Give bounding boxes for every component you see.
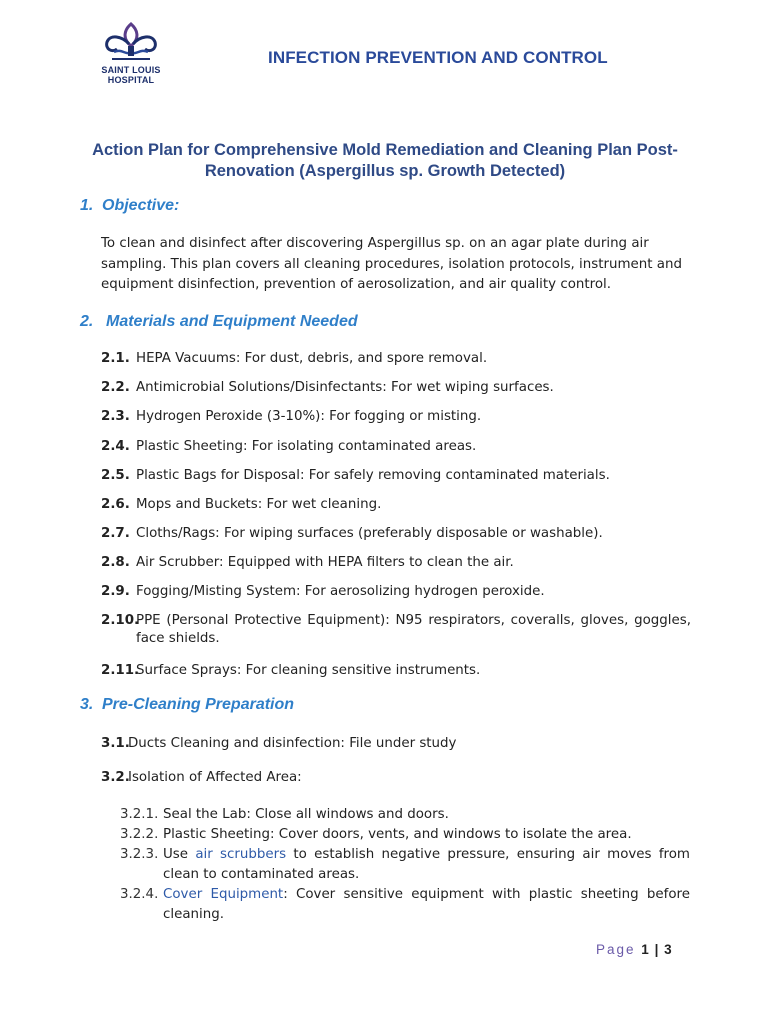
list-item — [101, 379, 691, 397]
section-heading-pre-cleaning — [80, 696, 294, 714]
document-title: Action Plan for Comprehensive Mold Remediation and Cleaning Plan Post-Renovation (Aspergillus sp. Growth Detected) — [92, 141, 678, 180]
section-heading-materials — [80, 313, 358, 331]
item-number: 2.10. — [101, 613, 140, 628]
item-number: 2.5. — [101, 468, 130, 483]
item-text — [163, 885, 690, 925]
section-title: Objective: — [102, 197, 180, 214]
list-item — [101, 735, 691, 753]
list-item — [101, 554, 691, 572]
sub-list-item — [120, 885, 690, 925]
sub-list-item — [120, 845, 690, 885]
header-title: INFECTION PREVENTION AND CONTROL — [268, 48, 608, 67]
item-text: Seal the Lab: Close all windows and doors. — [163, 807, 449, 822]
list-item — [101, 612, 691, 648]
item-number: 3.2.3. — [120, 847, 159, 862]
list-item — [101, 769, 691, 787]
item-number: 2.7. — [101, 526, 130, 541]
logo-text — [98, 66, 164, 85]
item-number: 2.2. — [101, 380, 130, 395]
section-number: 2. — [80, 313, 94, 330]
item-number: 2.3. — [101, 409, 130, 424]
item-text: Plastic Sheeting: Cover doors, vents, and windows to isolate the area. — [163, 827, 632, 842]
list-item — [101, 496, 691, 514]
item-text — [163, 845, 690, 885]
page-footer — [596, 942, 672, 957]
item-text: Plastic Bags for Disposal: For safely removing contaminated materials. — [136, 468, 610, 483]
page-label: Page — [596, 942, 636, 957]
item-number: 3.2. — [101, 770, 130, 785]
item-number: 2.4. — [101, 439, 130, 454]
page-separator: | — [654, 942, 659, 957]
section-number: 3. — [80, 696, 94, 713]
list-item — [101, 467, 691, 485]
item-text: Hydrogen Peroxide (3-10%): For fogging or misting. — [136, 409, 482, 424]
item-text: Ducts Cleaning and disinfection: File under study — [128, 736, 457, 751]
item-text-suffix: : Cover sensitive equipment with plastic sheeting before cleaning. — [163, 887, 691, 922]
page-total: 3 — [664, 942, 672, 957]
item-text: Mops and Buckets: For wet cleaning. — [136, 497, 382, 512]
sub-list-item — [120, 825, 690, 845]
list-item — [101, 525, 691, 543]
list-item — [101, 583, 691, 601]
item-text: Fogging/Misting System: For aerosolizing hydrogen peroxide. — [136, 584, 545, 599]
fleur-de-lis-icon — [102, 22, 160, 66]
sub-list-item — [120, 805, 690, 825]
section-title: Materials and Equipment Needed — [106, 313, 358, 330]
item-text: Air Scrubber: Equipped with HEPA filters to clean the air. — [136, 555, 514, 570]
list-item — [101, 662, 691, 680]
item-number: 3.1. — [101, 736, 130, 751]
item-text: Surface Sprays: For cleaning sensitive instruments. — [136, 663, 481, 678]
item-number: 2.9. — [101, 584, 130, 599]
item-number: 3.2.4. — [120, 887, 159, 902]
list-item — [101, 408, 691, 426]
air-scrubbers-link[interactable]: air scrubbers — [195, 847, 287, 862]
logo-line1: SAINT LOUIS — [101, 65, 161, 75]
section-number: 1. — [80, 197, 94, 214]
item-number: 3.2.2. — [120, 827, 159, 842]
item-text: Isolation of Affected Area: — [128, 770, 302, 785]
item-text: HEPA Vacuums: For dust, debris, and spore removal. — [136, 351, 488, 366]
objective-paragraph: To clean and disinfect after discovering Aspergillus sp. on an agar plate during air sampling. This plan covers all cleaning procedures, isolation protocols, instrument and equipment disinfection, prevention of aerosolization, and air quality control. — [101, 236, 682, 292]
item-number: 2.11. — [101, 663, 140, 678]
list-item — [101, 350, 691, 368]
cover-equipment-link[interactable]: Cover Equipment — [163, 887, 284, 902]
logo-line2: HOSPITAL — [107, 74, 155, 85]
item-number: 2.6. — [101, 497, 130, 512]
item-number: 2.8. — [101, 555, 130, 570]
item-text: Antimicrobial Solutions/Disinfectants: For wet wiping surfaces. — [136, 380, 554, 395]
item-text: Cloths/Rags: For wiping surfaces (preferably disposable or washable). — [136, 526, 603, 541]
item-text-prefix: Use — [163, 847, 196, 862]
item-number: 3.2.1. — [120, 807, 159, 822]
item-number: 2.1. — [101, 351, 130, 366]
page-current: 1 — [641, 942, 649, 957]
list-item — [101, 438, 691, 456]
section-title: Pre-Cleaning Preparation — [102, 696, 295, 713]
hospital-logo — [96, 22, 166, 88]
item-text-suffix: to establish negative pressure, ensuring air moves from clean to contaminated areas. — [163, 847, 690, 882]
item-text: PPE (Personal Protective Equipment): N95 respirators, coveralls, gloves, goggles, face shields. — [136, 613, 691, 646]
section-heading-objective — [80, 197, 179, 215]
item-text: Plastic Sheeting: For isolating contaminated areas. — [136, 439, 477, 454]
